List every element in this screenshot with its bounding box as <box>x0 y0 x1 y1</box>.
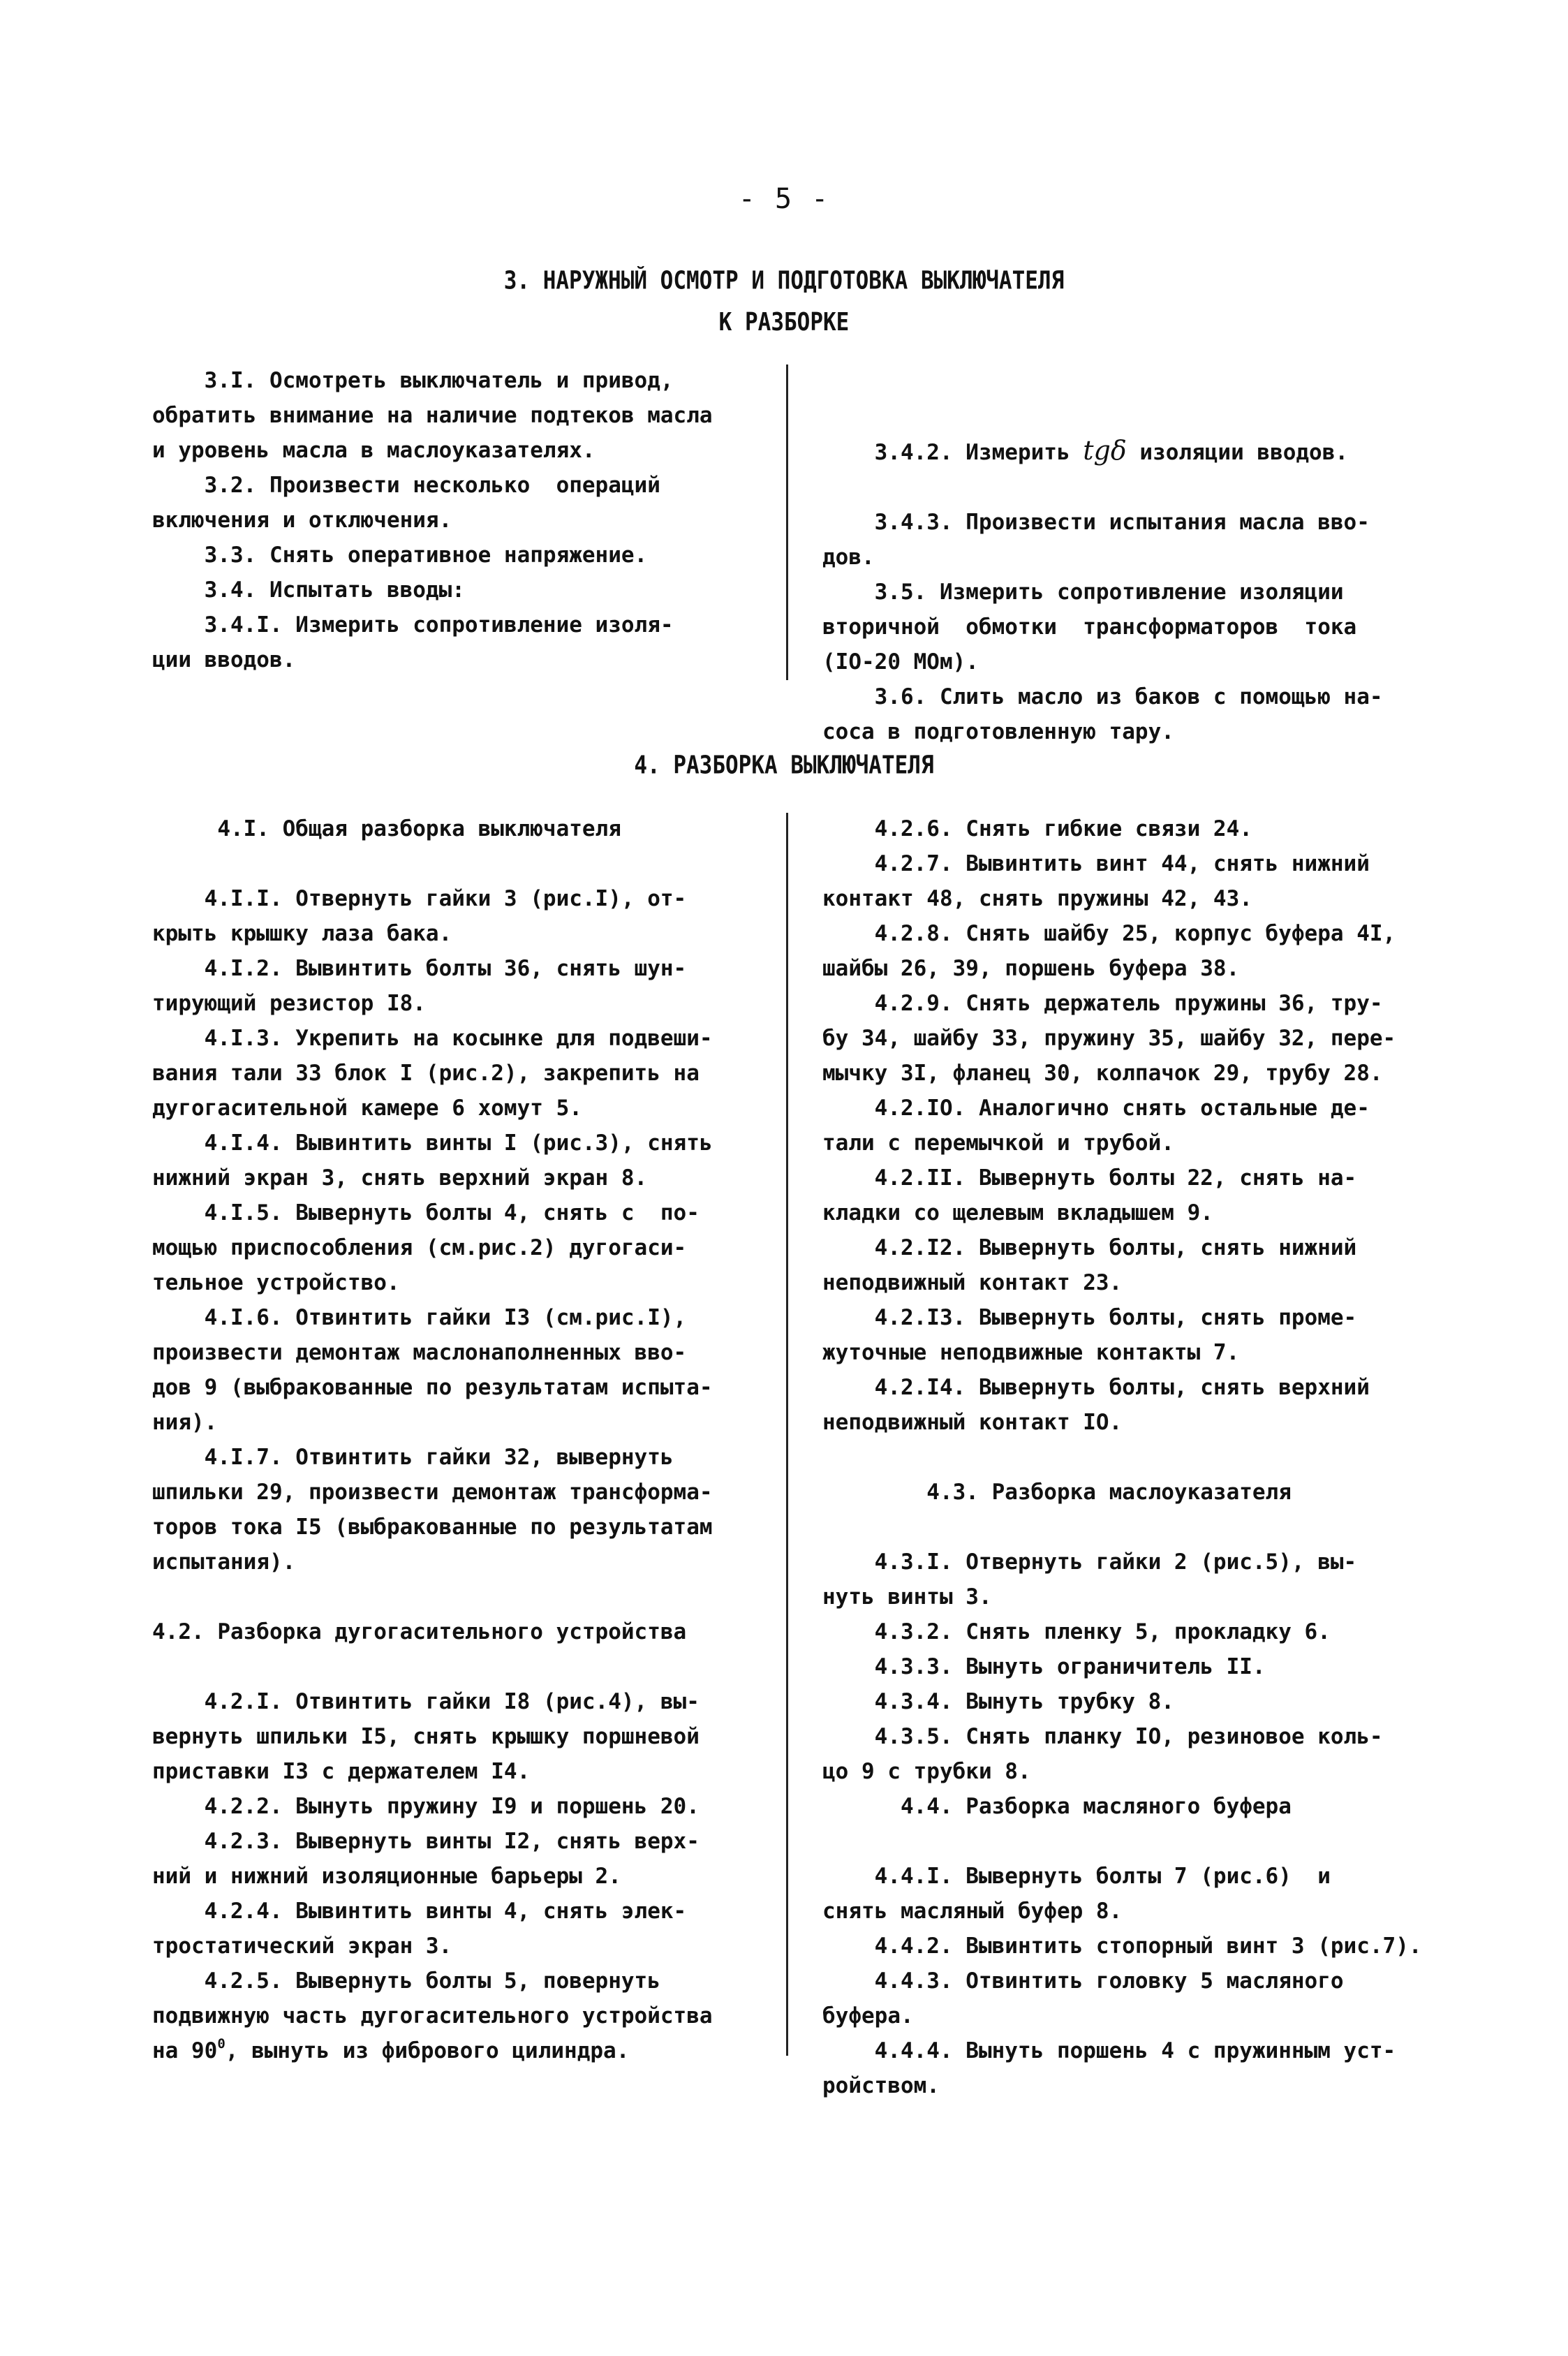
paragraph-line: тирующий резистор I8. <box>152 991 426 1016</box>
paragraph-line: 4.2.I. Отвинтить гайки I8 (рис.4), вы- <box>152 1689 700 1714</box>
section-4-title <box>0 744 1568 786</box>
paragraph-line <box>152 1580 713 1614</box>
column-divider <box>786 365 788 680</box>
paragraph-line <box>822 433 1383 470</box>
paragraph-line: шайбы 26, 39, поршень буфера 38. <box>822 956 1240 981</box>
paragraph-line: цо 9 с трубки 8. <box>822 1759 1031 1784</box>
paragraph-line <box>822 1440 1422 1475</box>
paragraph-line: тельное устройство. <box>152 1270 400 1295</box>
paragraph-line: 4.I.3. Укрепить на косынке для подвеши- <box>152 1026 713 1051</box>
section-3-title-line1: 3. НАРУЖНЫЙ ОСМОТР И ПОДГОТОВКА ВЫКЛЮЧАТЕЛЯ <box>503 266 1065 295</box>
paragraph-line: 4.2.II. Вывернуть болты 22, снять на- <box>822 1165 1357 1191</box>
paragraph-line: торов тока I5 (выбракованные по результатам <box>152 1515 713 1540</box>
paragraph-line: 4.3. Разборка маслоуказателя <box>822 1480 1292 1505</box>
paragraph-line: неподвижный контакт 23. <box>822 1270 1123 1295</box>
paragraph-line <box>822 1824 1422 1859</box>
paragraph-line: дугогасительной камере 6 хомут 5. <box>152 1096 582 1121</box>
paragraph-line <box>152 1649 713 1684</box>
paragraph-line: 3.3. Снять оперативное напряжение. <box>152 543 648 568</box>
paragraph-line: 4.I.5. Вывернуть болты 4, снять с по- <box>152 1200 700 1225</box>
paragraph-line: включения и отключения. <box>152 508 452 533</box>
paragraph-line: 4.2.3. Вывернуть винты I2, снять верх- <box>152 1829 700 1854</box>
line-text: 3.4.2. Измерить <box>822 440 1083 465</box>
paragraph-line: 4.I.7. Отвинтить гайки 32, вывернуть <box>152 1445 674 1470</box>
paragraph-line: снять масляный буфер 8. <box>822 1899 1123 1924</box>
paragraph-line: 4.4. Разборка масляного буфера <box>822 1794 1292 1819</box>
section-4-right-column <box>822 811 1422 2103</box>
paragraph-line: тали с перемычкой и трубой. <box>822 1131 1174 1156</box>
paragraph-line: 3.2. Произвести несколько операций <box>152 473 660 498</box>
paragraph-line: нуть винты 3. <box>822 1584 992 1610</box>
paragraph-line: 4.2. Разборка дугогасительного устройства <box>152 1619 687 1644</box>
paragraph-line: 3.5. Измерить сопротивление изоляции <box>822 580 1344 605</box>
paragraph-line: 4.4.4. Вынуть поршень 4 с пружинным уст- <box>822 2038 1396 2063</box>
paragraph-line: 4.3.5. Снять планку IO, резиновое коль- <box>822 1724 1383 1749</box>
paragraph-line: ний и нижний изоляционные барьеры 2. <box>152 1864 621 1889</box>
paragraph-line: нижний экран 3, снять верхний экран 8. <box>152 1165 648 1191</box>
paragraph-line: ройством. <box>822 2073 940 2098</box>
paragraph-line: соса в подготовленную тару. <box>822 719 1174 744</box>
paragraph-line: приставки I3 с держателем I4. <box>152 1759 531 1784</box>
degree-superscript: 0 <box>217 2036 225 2052</box>
section-4-title-text: 4. РАЗБОРКА ВЫКЛЮЧАТЕЛЯ <box>634 751 934 780</box>
paragraph-line: 4.2.9. Снять держатель пружины 36, тру- <box>822 991 1383 1016</box>
page-number: - 5 - <box>738 183 830 215</box>
paragraph-line: ции вводов. <box>152 647 296 672</box>
paragraph-line: 4.2.I4. Вывернуть болты, снять верхний <box>822 1375 1370 1400</box>
paragraph-line: неподвижный контакт IO. <box>822 1410 1123 1435</box>
paragraph-line: 3.4. Испытать вводы: <box>152 577 465 603</box>
paragraph-line: 4.2.8. Снять шайбу 25, корпус буфера 4I, <box>822 921 1396 946</box>
paragraph-line: 4.4.I. Вывернуть болты 7 (рис.6) и <box>822 1864 1331 1889</box>
line-text: на 90 <box>152 2038 218 2063</box>
paragraph-line: дов 9 (выбракованные по результатам испыта- <box>152 1375 713 1400</box>
paragraph-line: 3.4.3. Произвести испытания масла вво- <box>822 510 1370 535</box>
tg-delta-symbol: tgδ <box>1083 435 1127 466</box>
paragraph-line: 4.I.4. Вывинтить винты I (рис.3), снять <box>152 1131 713 1156</box>
paragraph-line: бу 34, шайбу 33, пружину 35, шайбу 32, пере- <box>822 1026 1396 1051</box>
paragraph-line: 4.2.4. Вывинтить винты 4, снять элек- <box>152 1899 687 1924</box>
paragraph-line: ния). <box>152 1410 218 1435</box>
line-text: , вынуть из фибрового цилиндра. <box>225 2038 630 2063</box>
paragraph-line: 4.2.5. Вывернуть болты 5, повернуть <box>152 1968 660 1994</box>
paragraph-line: обратить внимание на наличие подтеков масла <box>152 403 713 428</box>
paragraph-line: испытания). <box>152 1549 296 1575</box>
paragraph-line: и уровень масла в маслоуказателях. <box>152 438 596 463</box>
paragraph-line: дов. <box>822 545 875 570</box>
paragraph-line <box>822 1510 1422 1545</box>
paragraph-line: 4.I. Общая разборка выключателя <box>152 816 621 841</box>
paragraph-line: вания тали 33 блок I (рис.2), закрепить на <box>152 1061 700 1086</box>
paragraph-line <box>152 846 713 881</box>
paragraph-line: буфера. <box>822 2003 914 2029</box>
paragraph-line: мощью приспособления (см.рис.2) дугогаси- <box>152 1235 687 1260</box>
line-text: изоляции вводов. <box>1126 440 1349 465</box>
paragraph-line: 4.I.6. Отвинтить гайки I3 (см.рис.I), <box>152 1305 687 1330</box>
paragraph-line: кладки со щелевым вкладышем 9. <box>822 1200 1213 1225</box>
paragraph-line: 4.I.I. Отвернуть гайки 3 (рис.I), от- <box>152 886 687 911</box>
paragraph-line: 3.I. Осмотреть выключатель и привод, <box>152 368 674 393</box>
section-3-title-line2: К РАЗБОРКЕ <box>718 308 850 337</box>
paragraph-line <box>152 2033 713 2068</box>
paragraph-line: 3.6. Слить масло из баков с помощью на- <box>822 684 1383 709</box>
section-4-left-column <box>152 811 713 2068</box>
paragraph-line: контакт 48, снять пружины 42, 43. <box>822 886 1252 911</box>
paragraph-line: 4.4.2. Вывинтить стопорный винт 3 (рис.7). <box>822 1934 1422 1959</box>
paragraph-line: подвижную часть дугогасительного устройства <box>152 2003 713 2029</box>
paragraph-line: произвести демонтаж маслонаполненных вво- <box>152 1340 687 1365</box>
column-divider <box>786 813 788 2056</box>
section-3-right-column <box>822 363 1383 749</box>
paragraph-line: 4.2.2. Вынуть пружину I9 и поршень 20. <box>152 1794 700 1819</box>
paragraph-line: 4.2.6. Снять гибкие связи 24. <box>822 816 1252 841</box>
paragraph-line: 4.2.I2. Вывернуть болты, снять нижний <box>822 1235 1357 1260</box>
paragraph-line: 4.3.3. Вынуть ограничитель II. <box>822 1654 1266 1679</box>
paragraph-line: вторичной обмотки трансформаторов тока <box>822 614 1357 640</box>
paragraph-line: 4.I.2. Вывинтить болты 36, снять шун- <box>152 956 687 981</box>
paragraph-line: шпильки 29, произвести демонтаж трансформа- <box>152 1480 713 1505</box>
paragraph-line: 4.2.I3. Вывернуть болты, снять проме- <box>822 1305 1357 1330</box>
paragraph-line: 4.2.7. Вывинтить винт 44, снять нижний <box>822 851 1370 876</box>
section-3-left-column <box>152 363 713 677</box>
paragraph-line: 4.3.I. Отвернуть гайки 2 (рис.5), вы- <box>822 1549 1357 1575</box>
paragraph-line: 3.4.I. Измерить сопротивление изоля- <box>152 612 674 638</box>
paragraph-line: крыть крышку лаза бака. <box>152 921 452 946</box>
paragraph-line: вернуть шпильки I5, снять крышку поршневой <box>152 1724 700 1749</box>
paragraph-line: тростатический экран 3. <box>152 1934 452 1959</box>
paragraph-line: 4.2.IO. Аналогично снять остальные де- <box>822 1096 1370 1121</box>
paragraph-line: 4.4.3. Отвинтить головку 5 масляного <box>822 1968 1344 1994</box>
paragraph-line: мычку 3I, фланец 30, колпачок 29, трубу 28. <box>822 1061 1383 1086</box>
paragraph-line: (IO-20 MОм). <box>822 649 979 675</box>
paragraph-line: 4.3.4. Вынуть трубку 8. <box>822 1689 1174 1714</box>
paragraph-line: жуточные неподвижные контакты 7. <box>822 1340 1240 1365</box>
section-3-title <box>0 260 1568 344</box>
paragraph-line: 4.3.2. Снять пленку 5, прокладку 6. <box>822 1619 1331 1644</box>
